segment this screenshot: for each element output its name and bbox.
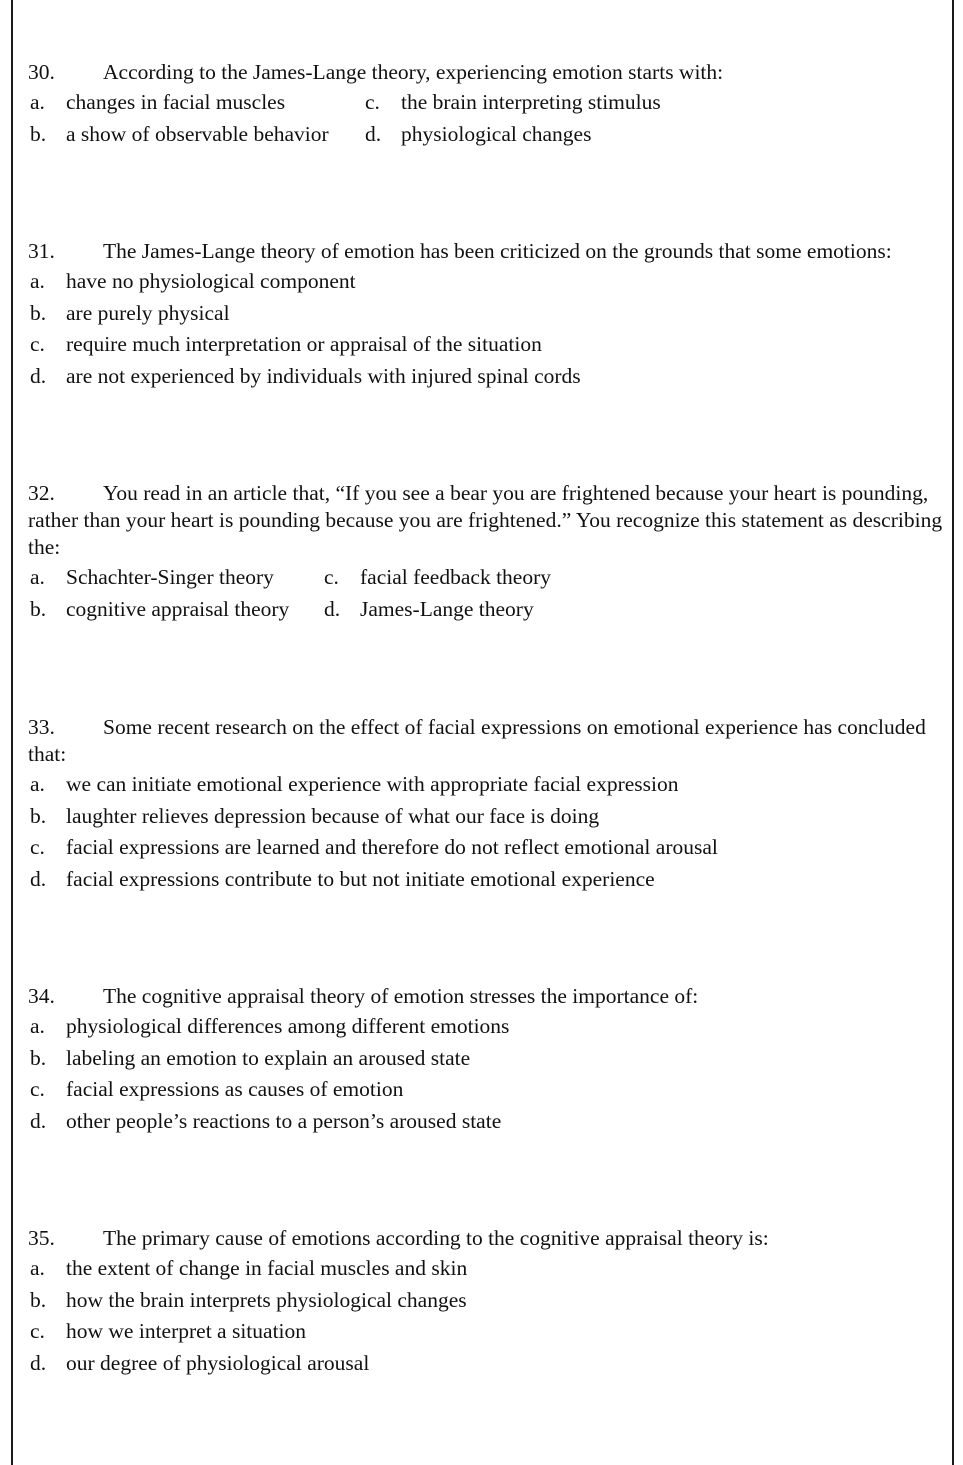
answer-options [28, 1254, 950, 1380]
question-stem [28, 714, 950, 768]
option-a[interactable]: a. we can initiate emotional experience with appropriate facial expression [30, 772, 679, 796]
question-stem [28, 238, 950, 265]
question-stem [28, 1225, 950, 1252]
question-number: 31. [28, 239, 55, 263]
answer-options [28, 770, 950, 896]
question-number: 35. [28, 1226, 55, 1250]
question-stem [28, 480, 950, 561]
question-text: You read in an article that, “If you see a bear you are frightened because your heart is pounding, rather than your heart is pounding because you are frightened.” You recognize this statement as describing the: [28, 481, 943, 559]
question-text: According to the James-Lange theory, experiencing emotion starts with: [103, 60, 724, 84]
option-c[interactable]: c. facial expressions as causes of emotion [30, 1077, 404, 1101]
option-b[interactable]: b. cognitive appraisal theory [30, 596, 290, 621]
option-b[interactable]: b. labeling an emotion to explain an aroused state [30, 1045, 471, 1070]
option-b[interactable]: b. a show of observable behavior [30, 121, 329, 146]
option-b[interactable]: b. are purely physical [30, 300, 230, 325]
option-d[interactable]: d. facial expressions contribute to but not initiate emotional experience [30, 866, 655, 891]
option-a[interactable]: a. changes in facial muscles [30, 90, 286, 114]
question-number: 32. [28, 481, 55, 505]
option-c[interactable]: c. the brain interpreting stimulus [365, 90, 661, 114]
question-33 [28, 714, 950, 896]
option-c[interactable]: c. how we interpret a situation [30, 1319, 307, 1343]
question-number: 33. [28, 715, 55, 739]
question-32 [28, 480, 950, 626]
page-border-right [952, 0, 954, 1465]
option-c[interactable]: c. require much interpretation or appraisal of the situation [30, 332, 542, 356]
question-text: Some recent research on the effect of facial expressions on emotional experience has concluded that: [28, 715, 926, 766]
option-a[interactable]: a. have no physiological component [30, 269, 356, 293]
option-d[interactable]: d. are not experienced by individuals with injured spinal cords [30, 363, 581, 388]
option-d[interactable]: d. physiological changes [365, 121, 592, 146]
answer-options [28, 267, 950, 393]
option-d[interactable]: d. other people’s reactions to a person’s aroused state [30, 1108, 502, 1133]
option-d[interactable]: d. James-Lange theory [324, 596, 534, 621]
answer-options [28, 563, 950, 626]
option-d[interactable]: d. our degree of physiological arousal [30, 1350, 370, 1375]
option-a[interactable]: a. Schachter-Singer theory [30, 565, 274, 589]
question-34 [28, 983, 950, 1138]
question-stem [28, 59, 950, 86]
answer-options [28, 88, 950, 151]
answer-options [28, 1012, 950, 1138]
question-text: The cognitive appraisal theory of emotion stresses the importance of: [103, 984, 699, 1008]
question-30 [28, 59, 950, 151]
page-border-left [11, 0, 13, 1465]
option-a[interactable]: a. physiological differences among different emotions [30, 1014, 510, 1038]
question-text: The primary cause of emotions according to the cognitive appraisal theory is: [103, 1226, 769, 1250]
question-stem [28, 983, 950, 1010]
option-c[interactable]: c. facial feedback theory [324, 565, 551, 589]
option-a[interactable]: a. the extent of change in facial muscles and skin [30, 1256, 468, 1280]
option-b[interactable]: b. how the brain interprets physiological changes [30, 1287, 467, 1312]
question-31 [28, 238, 950, 393]
question-number: 34. [28, 984, 55, 1008]
option-c[interactable]: c. facial expressions are learned and therefore do not reflect emotional arousal [30, 835, 718, 859]
question-35 [28, 1225, 950, 1380]
option-b[interactable]: b. laughter relieves depression because of what our face is doing [30, 803, 600, 828]
question-number: 30. [28, 60, 55, 84]
question-text: The James-Lange theory of emotion has been criticized on the grounds that some emotions: [103, 239, 892, 263]
